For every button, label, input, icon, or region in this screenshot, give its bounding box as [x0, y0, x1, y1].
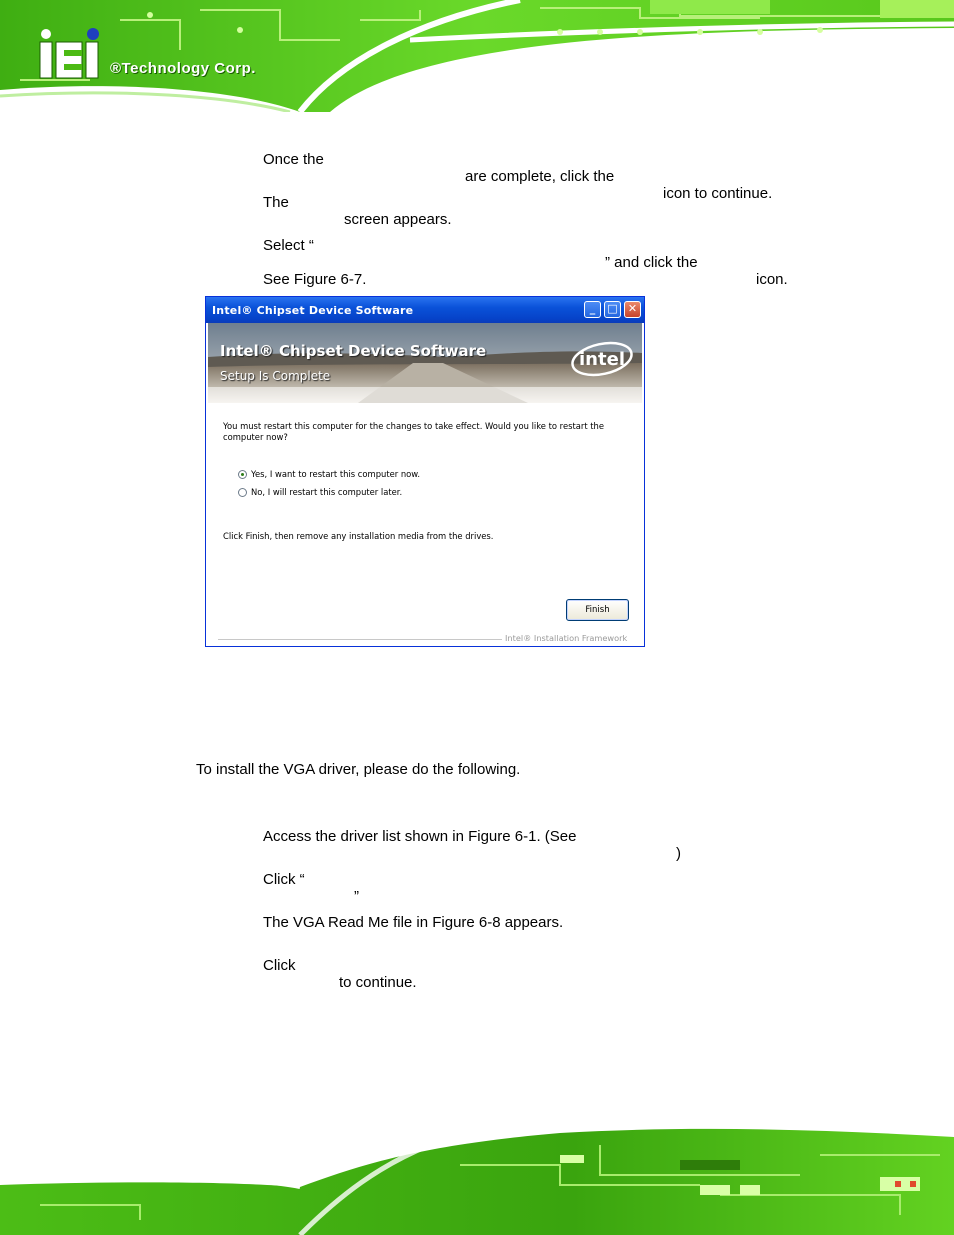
restart-now-label[interactable]: Yes, I want to restart this computer now.: [251, 469, 421, 479]
step-text: Select “ ” and click the icon.: [263, 237, 788, 288]
minimize-button[interactable]: _: [584, 301, 601, 318]
figure-reference: See Figure 6-7.: [263, 271, 367, 288]
dialog-window-title: Intel® Chipset Device Software: [212, 304, 414, 317]
step-text: Once the are complete, click the icon to continue.: [263, 151, 773, 202]
setup-complete-dialog: [205, 296, 645, 647]
hero-title: Intel® Chipset Device Software: [220, 342, 487, 360]
iei-logo: [36, 28, 106, 85]
vga-intro-text: To install the VGA driver, please do the following.: [196, 761, 521, 778]
circuit-board-header-graphic: [0, 0, 954, 112]
company-name: ®Technology Corp.: [110, 60, 256, 77]
restart-message-line2: computer now?: [223, 432, 288, 442]
restart-message-line1: You must restart this computer for the changes to take effect. Would you like to restart the: [223, 421, 605, 431]
intel-logo-text: intel: [579, 349, 625, 370]
framework-divider: [218, 639, 502, 640]
dialog-body: [206, 403, 644, 646]
hero-subtitle: Setup Is Complete: [220, 369, 331, 383]
framework-label: Intel® Installation Framework: [505, 633, 628, 643]
dialog-hero-banner: [208, 323, 642, 403]
finish-instruction: Click Finish, then remove any installation media from the drives.: [223, 531, 494, 541]
step-text: The screen appears.: [263, 194, 452, 228]
intel-logo: [569, 339, 635, 379]
finish-button[interactable]: Finish: [566, 599, 629, 621]
dialog-titlebar: [206, 297, 644, 323]
iei-logo-icon: [36, 28, 106, 80]
step-text: Click “ ”: [263, 871, 359, 905]
close-button[interactable]: ✕: [624, 301, 641, 318]
step-text: Click to continue.: [263, 957, 417, 991]
step-text: The VGA Read Me file in Figure 6-8 appears.: [263, 914, 564, 931]
footer-banner: [0, 1125, 954, 1235]
step-text: Access the driver list shown in Figure 6-1. (See ): [263, 828, 681, 862]
circuit-board-footer-graphic: [0, 1125, 954, 1235]
maximize-button[interactable]: □: [604, 301, 621, 318]
restart-now-radio[interactable]: [238, 470, 247, 479]
restart-later-radio[interactable]: [238, 488, 247, 497]
restart-later-label[interactable]: No, I will restart this computer later.: [251, 487, 403, 497]
header-banner: [0, 0, 954, 112]
